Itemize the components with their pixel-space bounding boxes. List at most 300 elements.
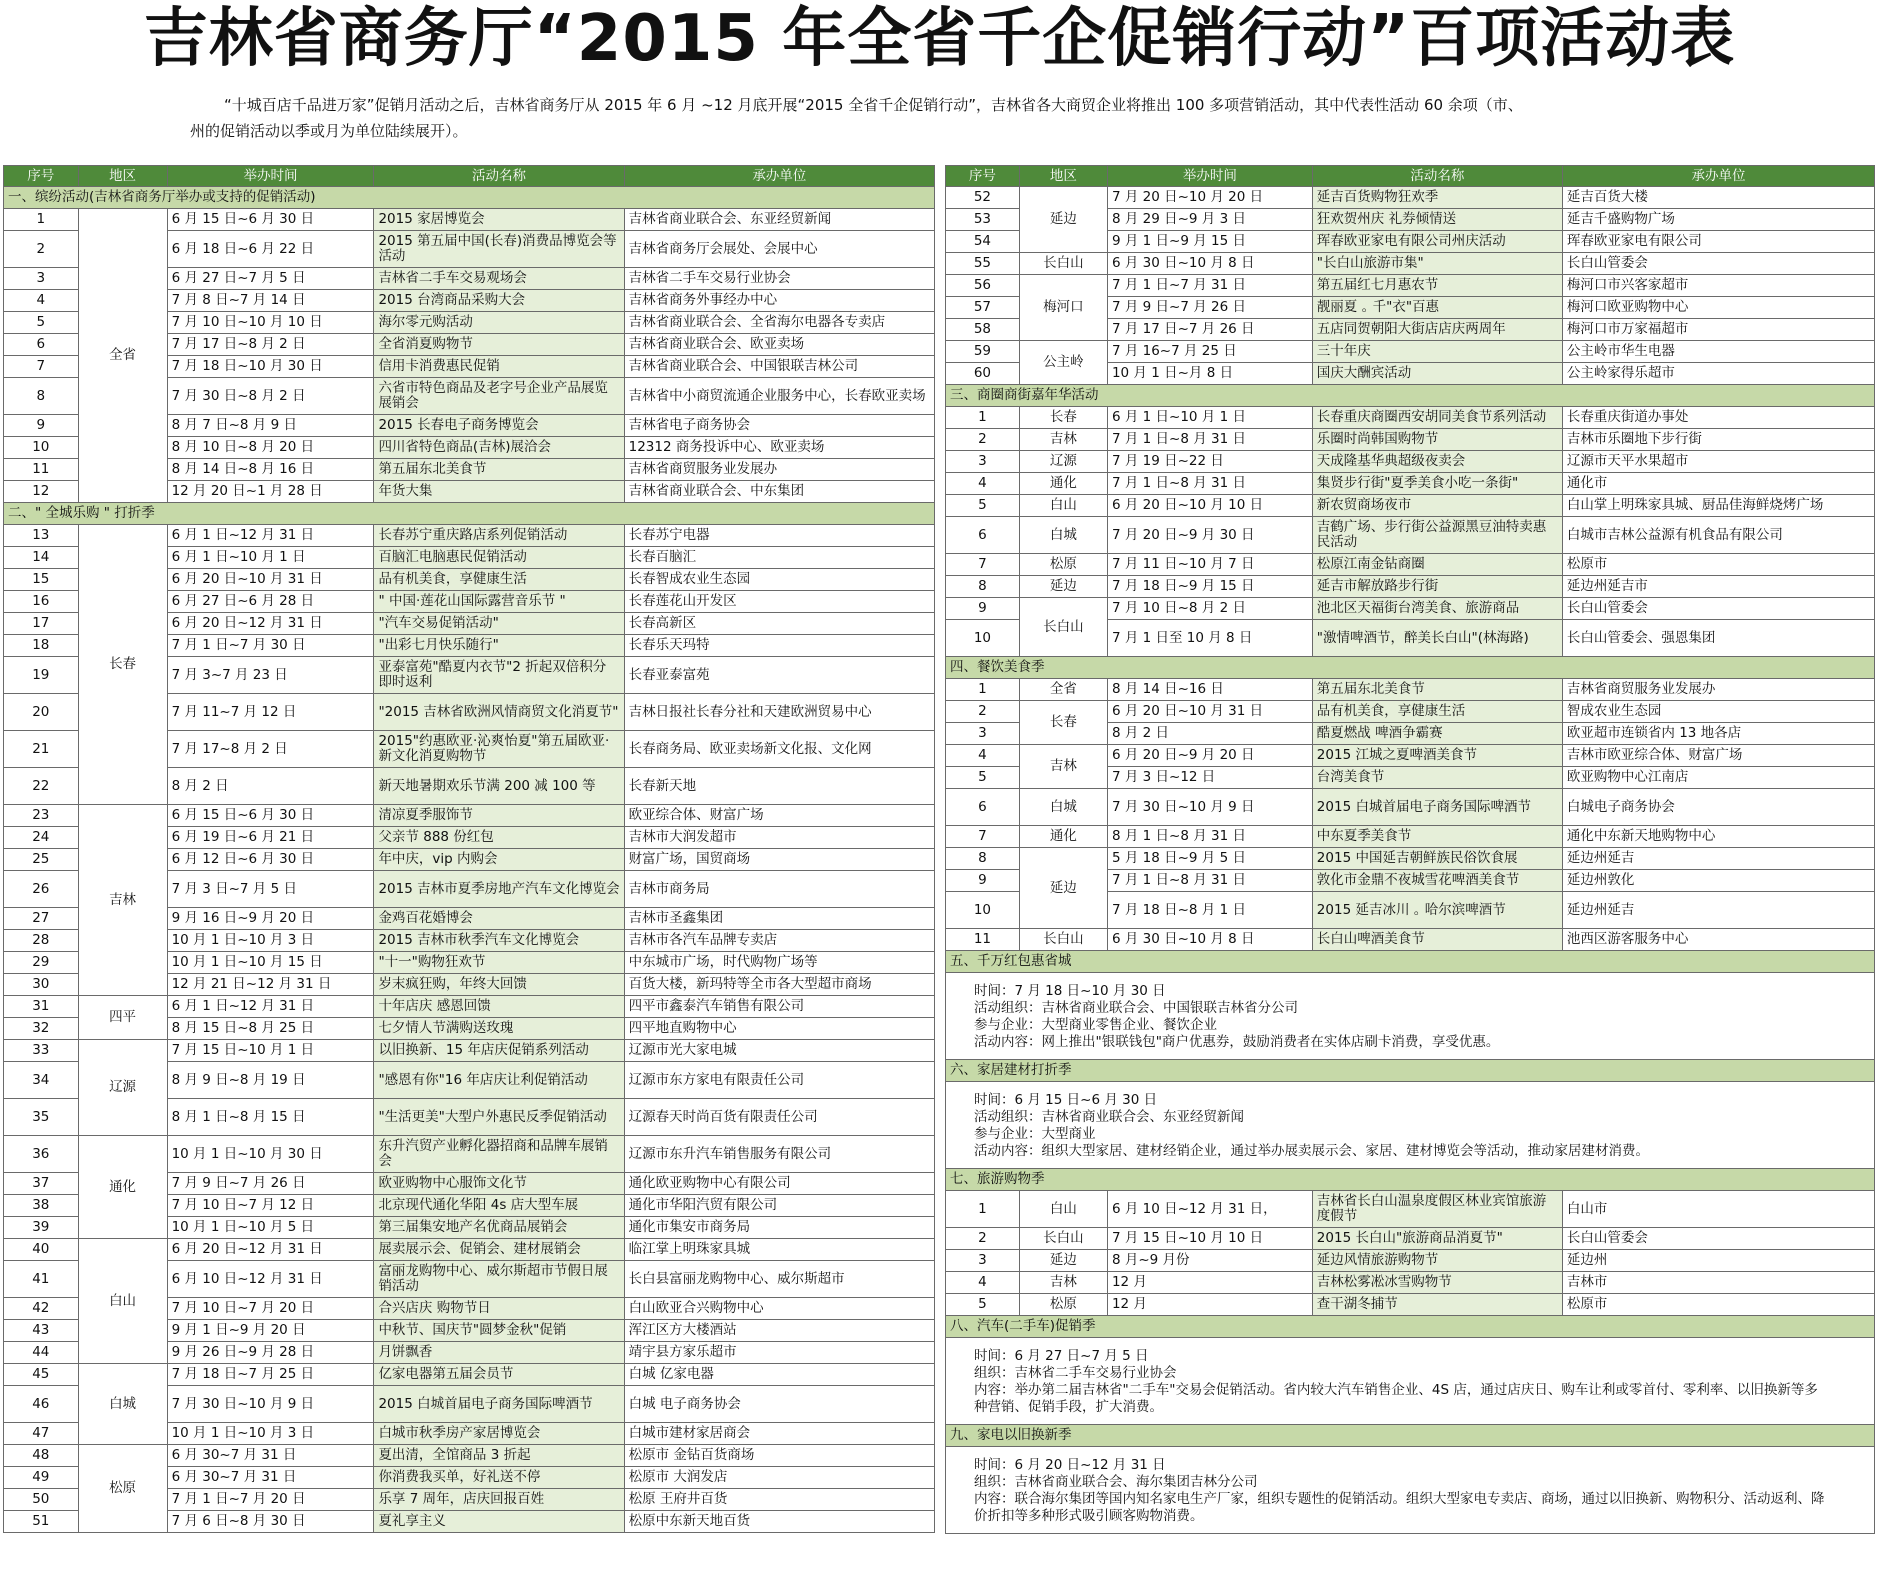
region-cell: 白城 [78,1364,167,1445]
organizer-cell: 长春亚泰富苑 [624,657,934,694]
row-number: 45 [4,1364,79,1386]
activity-name-cell: 年中庆，vip 内购会 [374,849,624,871]
row-number: 50 [4,1489,79,1511]
organizer-cell: 松原市 [1562,1294,1874,1316]
organizer-cell: 百货大楼，新玛特等全市各大型超市商场 [624,974,934,996]
activity-name-cell: 珲春欧亚家电有限公司州庆活动 [1312,231,1562,253]
table-row [946,1191,1875,1228]
organizer-cell: 吉林省中小商贸流通企业服务中心，长春欧亚卖场 [624,378,934,415]
time-cell: 7 月 19 日~22 日 [1107,451,1312,473]
organizer-cell: 吉林市 [1562,1272,1874,1294]
row-number: 7 [946,554,1020,576]
organizer-cell: 松原市 [1562,554,1874,576]
table-row [4,805,935,827]
time-cell: 7 月 15 日~10 月 1 日 [167,1040,374,1062]
organizer-cell: 四平市鑫泰汽车销售有限公司 [624,996,934,1018]
row-number: 53 [946,209,1020,231]
organizer-cell: 延吉百货大楼 [1562,187,1874,209]
time-cell: 7 月 1 日至 10 月 8 日 [1107,620,1312,657]
row-number: 44 [4,1342,79,1364]
time-cell: 7 月 1 日~7 月 31 日 [1107,275,1312,297]
row-number: 20 [4,694,79,731]
organizer-cell: 松原市 大润发店 [624,1467,934,1489]
row-number: 19 [4,657,79,694]
time-cell: 7 月 10 日~7 月 20 日 [167,1298,374,1320]
activity-name-cell: 松原江南金钻商圈 [1312,554,1562,576]
organizer-cell: 临江掌上明珠家具城 [624,1239,934,1261]
time-cell: 8 月 1 日~8 月 15 日 [167,1099,374,1136]
activity-name-cell: 亿家电器第五届会员节 [374,1364,624,1386]
activity-name-cell: 2015 吉林市秋季汽车文化博览会 [374,930,624,952]
time-cell: 7 月 1 日~7 月 30 日 [167,635,374,657]
region-cell: 松原 [78,1445,167,1533]
time-cell: 6 月 1 日~12 月 31 日 [167,525,374,547]
table-row [4,1136,935,1173]
organizer-cell: 12312 商务投诉中心、欧亚卖场 [624,437,934,459]
table-row [946,576,1875,598]
table-row [946,187,1875,209]
activity-name-cell: 金鸡百花婚博会 [374,908,624,930]
time-cell: 6 月 10 日~12 月 31 日 [167,1261,374,1298]
organizer-cell: 长春智成农业生态园 [624,569,934,591]
section-description [946,973,1875,1060]
organizer-cell: 长春乐天玛特 [624,635,934,657]
row-number: 29 [4,952,79,974]
description-line: 时间：6 月 20 日~12 月 31 日 [974,1457,1166,1473]
time-cell: 7 月 3 日~7 月 5 日 [167,871,374,908]
activity-name-cell: 以旧换新、15 年店庆促销系列活动 [374,1040,624,1062]
organizer-cell: 通化中东新天地购物中心 [1562,826,1874,848]
table-row [946,275,1875,297]
table-row [4,1239,935,1261]
time-cell: 12 月 20 日~1 月 28 日 [167,481,374,503]
section-header-row [946,657,1875,679]
organizer-cell: 辽源市东方家电有限责任公司 [624,1062,934,1099]
row-number: 18 [4,635,79,657]
time-cell: 6 月 30~7 月 31 日 [167,1445,374,1467]
region-cell: 长白山 [1019,929,1107,951]
row-number: 36 [4,1136,79,1173]
section-header-row [4,503,935,525]
time-cell: 7 月 1 日~8 月 31 日 [1107,429,1312,451]
table-row [946,1250,1875,1272]
time-cell: 9 月 26 日~9 月 28 日 [167,1342,374,1364]
row-number: 51 [4,1511,79,1533]
organizer-cell: 白城市建材家居商会 [624,1423,934,1445]
row-number: 4 [946,473,1020,495]
time-cell: 6 月 27 日~7 月 5 日 [167,268,374,290]
time-cell: 6 月 12 日~6 月 30 日 [167,849,374,871]
row-number: 54 [946,231,1020,253]
section-title: 三、商圈商街嘉年华活动 [946,385,1875,407]
time-cell: 7 月 17 日~7 月 26 日 [1107,319,1312,341]
section-header-row [4,187,935,209]
activity-name-cell: 百脑汇电脑惠民促销活动 [374,547,624,569]
organizer-cell: 长白山管委会、强恩集团 [1562,620,1874,657]
description-line: 组织：吉林省商业联合会、海尔集团吉林分公司 [974,1474,1258,1490]
row-number: 60 [946,363,1020,385]
time-cell: 8 月 7 日~8 月 9 日 [167,415,374,437]
region-cell: 长春 [78,525,167,805]
region-cell: 通化 [1019,473,1107,495]
row-number: 7 [946,826,1020,848]
organizer-cell: 吉林省商务厅会展处、会展中心 [624,231,934,268]
activity-name-cell: 2015 延吉冰川 ｡ 哈尔滨啤酒节 [1312,892,1562,929]
organizer-cell: 白城 电子商务协会 [624,1386,934,1423]
section-title: 五、千万红包惠省城 [946,951,1875,973]
organizer-cell: 延边州 [1562,1250,1874,1272]
table-row [946,1294,1875,1316]
row-number: 11 [4,459,79,481]
section-description [946,1447,1875,1534]
organizer-cell: 白城电子商务协会 [1562,789,1874,826]
row-number: 34 [4,1062,79,1099]
time-cell: 6 月 20 日~9 月 20 日 [1107,745,1312,767]
activity-name-cell: 你消费我买单，好礼送不停 [374,1467,624,1489]
row-number: 31 [4,996,79,1018]
organizer-cell: 通化市集安市商务局 [624,1217,934,1239]
time-cell: 6 月 15 日~6 月 30 日 [167,805,374,827]
column-header: 举办时间 [1107,166,1312,187]
row-number: 26 [4,871,79,908]
row-number: 41 [4,1261,79,1298]
table-row [4,996,935,1018]
organizer-cell: 吉林市乐圈地下步行街 [1562,429,1874,451]
region-cell: 长春 [1019,407,1107,429]
time-cell: 10 月 1 日~月 8 日 [1107,363,1312,385]
row-number: 27 [4,908,79,930]
organizer-cell: 长春莲花山开发区 [624,591,934,613]
activity-name-cell: 五店同贺朝阳大街店店庆两周年 [1312,319,1562,341]
time-cell: 7 月 30 日~10 月 9 日 [167,1386,374,1423]
organizer-cell: 智成农业生态园 [1562,701,1874,723]
table-row [946,253,1875,275]
organizer-cell: 辽源春天时尚百货有限责任公司 [624,1099,934,1136]
organizer-cell: 松原市 金钻百货商场 [624,1445,934,1467]
organizer-cell: 吉林市各汽车品牌专卖店 [624,930,934,952]
table-row [946,407,1875,429]
table-row [946,598,1875,620]
row-number: 40 [4,1239,79,1261]
organizer-cell: 靖宇县方家乐超市 [624,1342,934,1364]
time-cell: 6 月 20 日~12 月 31 日 [167,613,374,635]
section-title: 七、旅游购物季 [946,1169,1875,1191]
section-description-row [946,1447,1875,1534]
activity-name-cell: "十一"购物狂欢节 [374,952,624,974]
activity-name-cell: 2015 第五届中国(长春)消费品博览会等活动 [374,231,624,268]
row-number: 10 [946,892,1020,929]
description-line: 活动内容：组织大型家居、建材经销企业，通过举办展卖展示会、家居、建材博览会等活动，推动家居建材消费。 [974,1143,1649,1159]
organizer-cell: 吉林省商贸服务业发展办 [624,459,934,481]
activity-name-cell: 集贤步行街"夏季美食小吃一条街" [1312,473,1562,495]
activity-name-cell: 父亲节 888 份红包 [374,827,624,849]
activity-name-cell: 吉林省长白山温泉度假区林业宾馆旅游度假节 [1312,1191,1562,1228]
section-description-row [946,1338,1875,1425]
row-number: 55 [946,253,1020,275]
activity-name-cell: 查干湖冬捕节 [1312,1294,1562,1316]
activity-name-cell: 三十年庆 [1312,341,1562,363]
section-description [946,1338,1875,1425]
time-cell: 7 月 18 日~7 月 25 日 [167,1364,374,1386]
time-cell: 6 月 20 日~10 月 10 日 [1107,495,1312,517]
table-header-row [4,166,935,187]
row-number: 3 [946,451,1020,473]
row-number: 17 [4,613,79,635]
row-number: 12 [4,481,79,503]
activity-name-cell: 品有机美食，享健康生活 [1312,701,1562,723]
description-line: 参与企业：大型商业 [974,1126,1096,1142]
table-row [946,473,1875,495]
organizer-cell: 吉林省二手车交易行业协会 [624,268,934,290]
row-number: 32 [4,1018,79,1040]
time-cell: 8 月 10 日~8 月 20 日 [167,437,374,459]
activity-name-cell: 合兴店庆 购物节日 [374,1298,624,1320]
time-cell: 6 月 20 日~10 月 31 日 [167,569,374,591]
organizer-cell: 白山市 [1562,1191,1874,1228]
row-number: 5 [946,1294,1020,1316]
time-cell: 7 月 11 日~10 月 7 日 [1107,554,1312,576]
activity-name-cell: 第五届红七月惠农节 [1312,275,1562,297]
activity-name-cell: 2015 白城首届电子商务国际啤酒节 [374,1386,624,1423]
time-cell: 6 月 1 日~12 月 31 日 [167,996,374,1018]
activity-name-cell: 新天地暑期欢乐节满 200 减 100 等 [374,768,624,805]
activity-name-cell: 长春苏宁重庆路店系列促销活动 [374,525,624,547]
activity-name-cell: 第五届东北美食节 [1312,679,1562,701]
row-number: 9 [946,598,1020,620]
activity-name-cell: 信用卡消费惠民促销 [374,356,624,378]
activity-name-cell: 台湾美食节 [1312,767,1562,789]
time-cell: 7 月 20 日~9 月 30 日 [1107,517,1312,554]
organizer-cell: 延边州延吉 [1562,892,1874,929]
region-cell: 全省 [78,209,167,503]
column-header: 地区 [1019,166,1107,187]
row-number: 5 [946,495,1020,517]
activity-name-cell: 中秋节、国庆节"圆梦金秋"促销 [374,1320,624,1342]
table-row [4,525,935,547]
organizer-cell: 松原 王府井百货 [624,1489,934,1511]
activity-name-cell: 岁末疯狂购，年终大回馈 [374,974,624,996]
row-number: 7 [4,356,79,378]
time-cell: 7 月 8 日~7 月 14 日 [167,290,374,312]
row-number: 11 [946,929,1020,951]
description-line: 时间：6 月 15 日~6 月 30 日 [974,1092,1158,1108]
time-cell: 7 月 15 日~10 月 10 日 [1107,1228,1312,1250]
row-number: 35 [4,1099,79,1136]
section-title: 六、家居建材打折季 [946,1060,1875,1082]
region-cell: 长白山 [1019,253,1107,275]
time-cell: 9 月 1 日~9 月 15 日 [1107,231,1312,253]
activity-name-cell: 展卖展示会、促销会、建材展销会 [374,1239,624,1261]
activity-name-cell: 吉林松雾凇冰雪购物节 [1312,1272,1562,1294]
row-number: 47 [4,1423,79,1445]
time-cell: 6 月 30 日~10 月 8 日 [1107,253,1312,275]
activity-name-cell: 品有机美食，享健康生活 [374,569,624,591]
row-number: 3 [946,1250,1020,1272]
description-line: 活动组织：吉林省商业联合会、东亚经贸新闻 [974,1109,1244,1125]
row-number: 4 [946,1272,1020,1294]
organizer-cell: 白山欧亚合兴购物中心 [624,1298,934,1320]
activity-name-cell: 年货大集 [374,481,624,503]
activity-name-cell: 池北区天福街台湾美食、旅游商品 [1312,598,1562,620]
activity-name-cell: 狂欢贺州庆 礼券倾情送 [1312,209,1562,231]
region-cell: 梅河口 [1019,275,1107,341]
organizer-cell: 通化欧亚购物中心有限公司 [624,1173,934,1195]
row-number: 49 [4,1467,79,1489]
organizer-cell: 梅河口市万家福超市 [1562,319,1874,341]
activity-name-cell: 天成隆基华典超级夜卖会 [1312,451,1562,473]
organizer-cell: 梅河口欧亚购物中心 [1562,297,1874,319]
time-cell: 8 月~9 月份 [1107,1250,1312,1272]
row-number: 46 [4,1386,79,1423]
row-number: 5 [4,312,79,334]
activity-name-cell: 2015 中国延吉朝鲜族民俗饮食展 [1312,848,1562,870]
row-number: 48 [4,1445,79,1467]
row-number: 5 [946,767,1020,789]
row-number: 9 [4,415,79,437]
time-cell: 6 月 19 日~6 月 21 日 [167,827,374,849]
section-header-row [946,1425,1875,1447]
time-cell: 12 月 21 日~12 月 31 日 [167,974,374,996]
organizer-cell: 吉林省商业联合会、中东集团 [624,481,934,503]
intro-line-1: “十城百店千品进万家”促销月活动之后，吉林省商务厅从 2015 年 6 月 ~12 月底开展“2015 全省千企促销行动”，吉林省各大商贸企业将推出 100 多项营销活动，其中代表性活动 60 余项（市、 [224,96,1523,114]
activity-name-cell: "汽车交易促销活动" [374,613,624,635]
region-cell: 吉林 [1019,429,1107,451]
row-number: 10 [946,620,1020,657]
activity-name-cell: 2015"约惠欧亚·沁爽怡夏"第五届欧亚·新文化消夏购物节 [374,731,624,768]
organizer-cell: 辽源市光大家电城 [624,1040,934,1062]
activity-name-cell: 亚泰富苑"酷夏内衣节"2 折起双倍积分即时返利 [374,657,624,694]
section-title: 二、" 全城乐购 " 打折季 [4,503,935,525]
row-number: 52 [946,187,1020,209]
time-cell: 10 月 1 日~10 月 15 日 [167,952,374,974]
row-number: 1 [4,209,79,231]
organizer-cell: 吉林市商务局 [624,871,934,908]
time-cell: 7 月 18 日~9 月 15 日 [1107,576,1312,598]
time-cell: 12 月 [1107,1272,1312,1294]
time-cell: 7 月 1 日~7 月 20 日 [167,1489,374,1511]
row-number: 8 [4,378,79,415]
row-number: 16 [4,591,79,613]
organizer-cell: 长白山管委会 [1562,598,1874,620]
region-cell: 全省 [1019,679,1107,701]
activity-name-cell: 乐圈时尚韩国购物节 [1312,429,1562,451]
activity-name-cell: 2015 台湾商品采购大会 [374,290,624,312]
organizer-cell: 长春百脑汇 [624,547,934,569]
organizer-cell: 吉林市大润发超市 [624,827,934,849]
time-cell: 10 月 1 日~10 月 3 日 [167,930,374,952]
region-cell: 通化 [1019,826,1107,848]
organizer-cell: 白城市吉林公益源有机食品有限公司 [1562,517,1874,554]
row-number: 23 [4,805,79,827]
row-number: 43 [4,1320,79,1342]
time-cell: 8 月 9 日~8 月 19 日 [167,1062,374,1099]
row-number: 6 [946,789,1020,826]
activity-name-cell: 海尔零元购活动 [374,312,624,334]
table-row [946,679,1875,701]
time-cell: 7 月 18 日~8 月 1 日 [1107,892,1312,929]
section-header-row [946,385,1875,407]
description-line: 组织：吉林省二手车交易行业协会 [974,1365,1177,1381]
activity-name-cell: 富丽龙购物中心、威尔斯超市节假日展销活动 [374,1261,624,1298]
table-row [4,1364,935,1386]
time-cell: 7 月 6 日~8 月 30 日 [167,1511,374,1533]
table-row [4,1040,935,1062]
region-cell: 通化 [78,1136,167,1239]
region-cell: 长白山 [1019,1228,1107,1250]
activity-name-cell: 吉鹤广场、步行街公益源黑豆油特卖惠民活动 [1312,517,1562,554]
activity-name-cell: "2015 吉林省欧洲风情商贸文化消夏节" [374,694,624,731]
time-cell: 6 月 30~7 月 31 日 [167,1467,374,1489]
time-cell: 7 月 16~7 月 25 日 [1107,341,1312,363]
intro-line-2: 州的促销活动以季或月为单位陆续展开）。 [190,122,468,140]
region-cell: 长白山 [1019,598,1107,657]
row-number: 25 [4,849,79,871]
activity-name-cell: 2015 家居博览会 [374,209,624,231]
table-row [946,1228,1875,1250]
description-line: 价折扣等多种形式吸引顾客购物消费。 [974,1508,1204,1524]
row-number: 2 [4,231,79,268]
activity-name-cell: 靓丽夏 ｡ 千"衣"百惠 [1312,297,1562,319]
activity-name-cell: 乐享 7 周年，店庆回报百姓 [374,1489,624,1511]
row-number: 3 [946,723,1020,745]
activity-name-cell: 敦化市金鼎不夜城雪花啤酒美食节 [1312,870,1562,892]
table-row [946,341,1875,363]
left-activity-table [3,165,935,1569]
organizer-cell: 吉林省商业联合会、中国银联吉林公司 [624,356,934,378]
row-number: 58 [946,319,1020,341]
row-number: 42 [4,1298,79,1320]
description-line: 参与企业：大型商业零售企业、餐饮企业 [974,1017,1217,1033]
row-number: 4 [946,745,1020,767]
section-header-row [946,1169,1875,1191]
organizer-cell: 长春高新区 [624,613,934,635]
region-cell: 白山 [78,1239,167,1364]
table-row [946,495,1875,517]
right-activity-table [945,165,1875,1569]
description-line: 活动组织：吉林省商业联合会、中国银联吉林省分公司 [974,1000,1298,1016]
description-line: 时间：6 月 27 日~7 月 5 日 [974,1348,1149,1364]
region-cell: 辽源 [1019,451,1107,473]
region-cell: 延边 [1019,576,1107,598]
activity-name-cell: 新农贸商场夜市 [1312,495,1562,517]
row-number: 39 [4,1217,79,1239]
activity-name-cell: 北京现代通化华阳 4s 店大型车展 [374,1195,624,1217]
organizer-cell: 中东城市广场，时代购物广场等 [624,952,934,974]
intro-paragraph [190,92,1740,144]
activity-name-cell: 第五届东北美食节 [374,459,624,481]
column-header: 活动名称 [374,166,624,187]
time-cell: 7 月 9 日~7 月 26 日 [1107,297,1312,319]
organizer-cell: 公主岭市华生电器 [1562,341,1874,363]
organizer-cell: 财富广场，国贸商场 [624,849,934,871]
row-number: 1 [946,1191,1020,1228]
activity-name-cell: 2015 江城之夏啤酒美食节 [1312,745,1562,767]
organizer-cell: 梅河口市兴客家超市 [1562,275,1874,297]
row-number: 38 [4,1195,79,1217]
section-description-row [946,1082,1875,1169]
region-cell: 吉林 [1019,745,1107,789]
time-cell: 8 月 1 日~8 月 31 日 [1107,826,1312,848]
organizer-cell: 长春商务局、欧亚卖场新文化报、文化网 [624,731,934,768]
activity-name-cell: 全省消夏购物节 [374,334,624,356]
activity-name-cell: 长白山啤酒美食节 [1312,929,1562,951]
row-number: 10 [4,437,79,459]
time-cell: 10 月 1 日~10 月 30 日 [167,1136,374,1173]
time-cell: 6 月 10 日~12 月 31 日， [1107,1191,1312,1228]
organizer-cell: 吉林省商业联合会、东亚经贸新闻 [624,209,934,231]
time-cell: 10 月 1 日~10 月 5 日 [167,1217,374,1239]
row-number: 1 [946,407,1020,429]
